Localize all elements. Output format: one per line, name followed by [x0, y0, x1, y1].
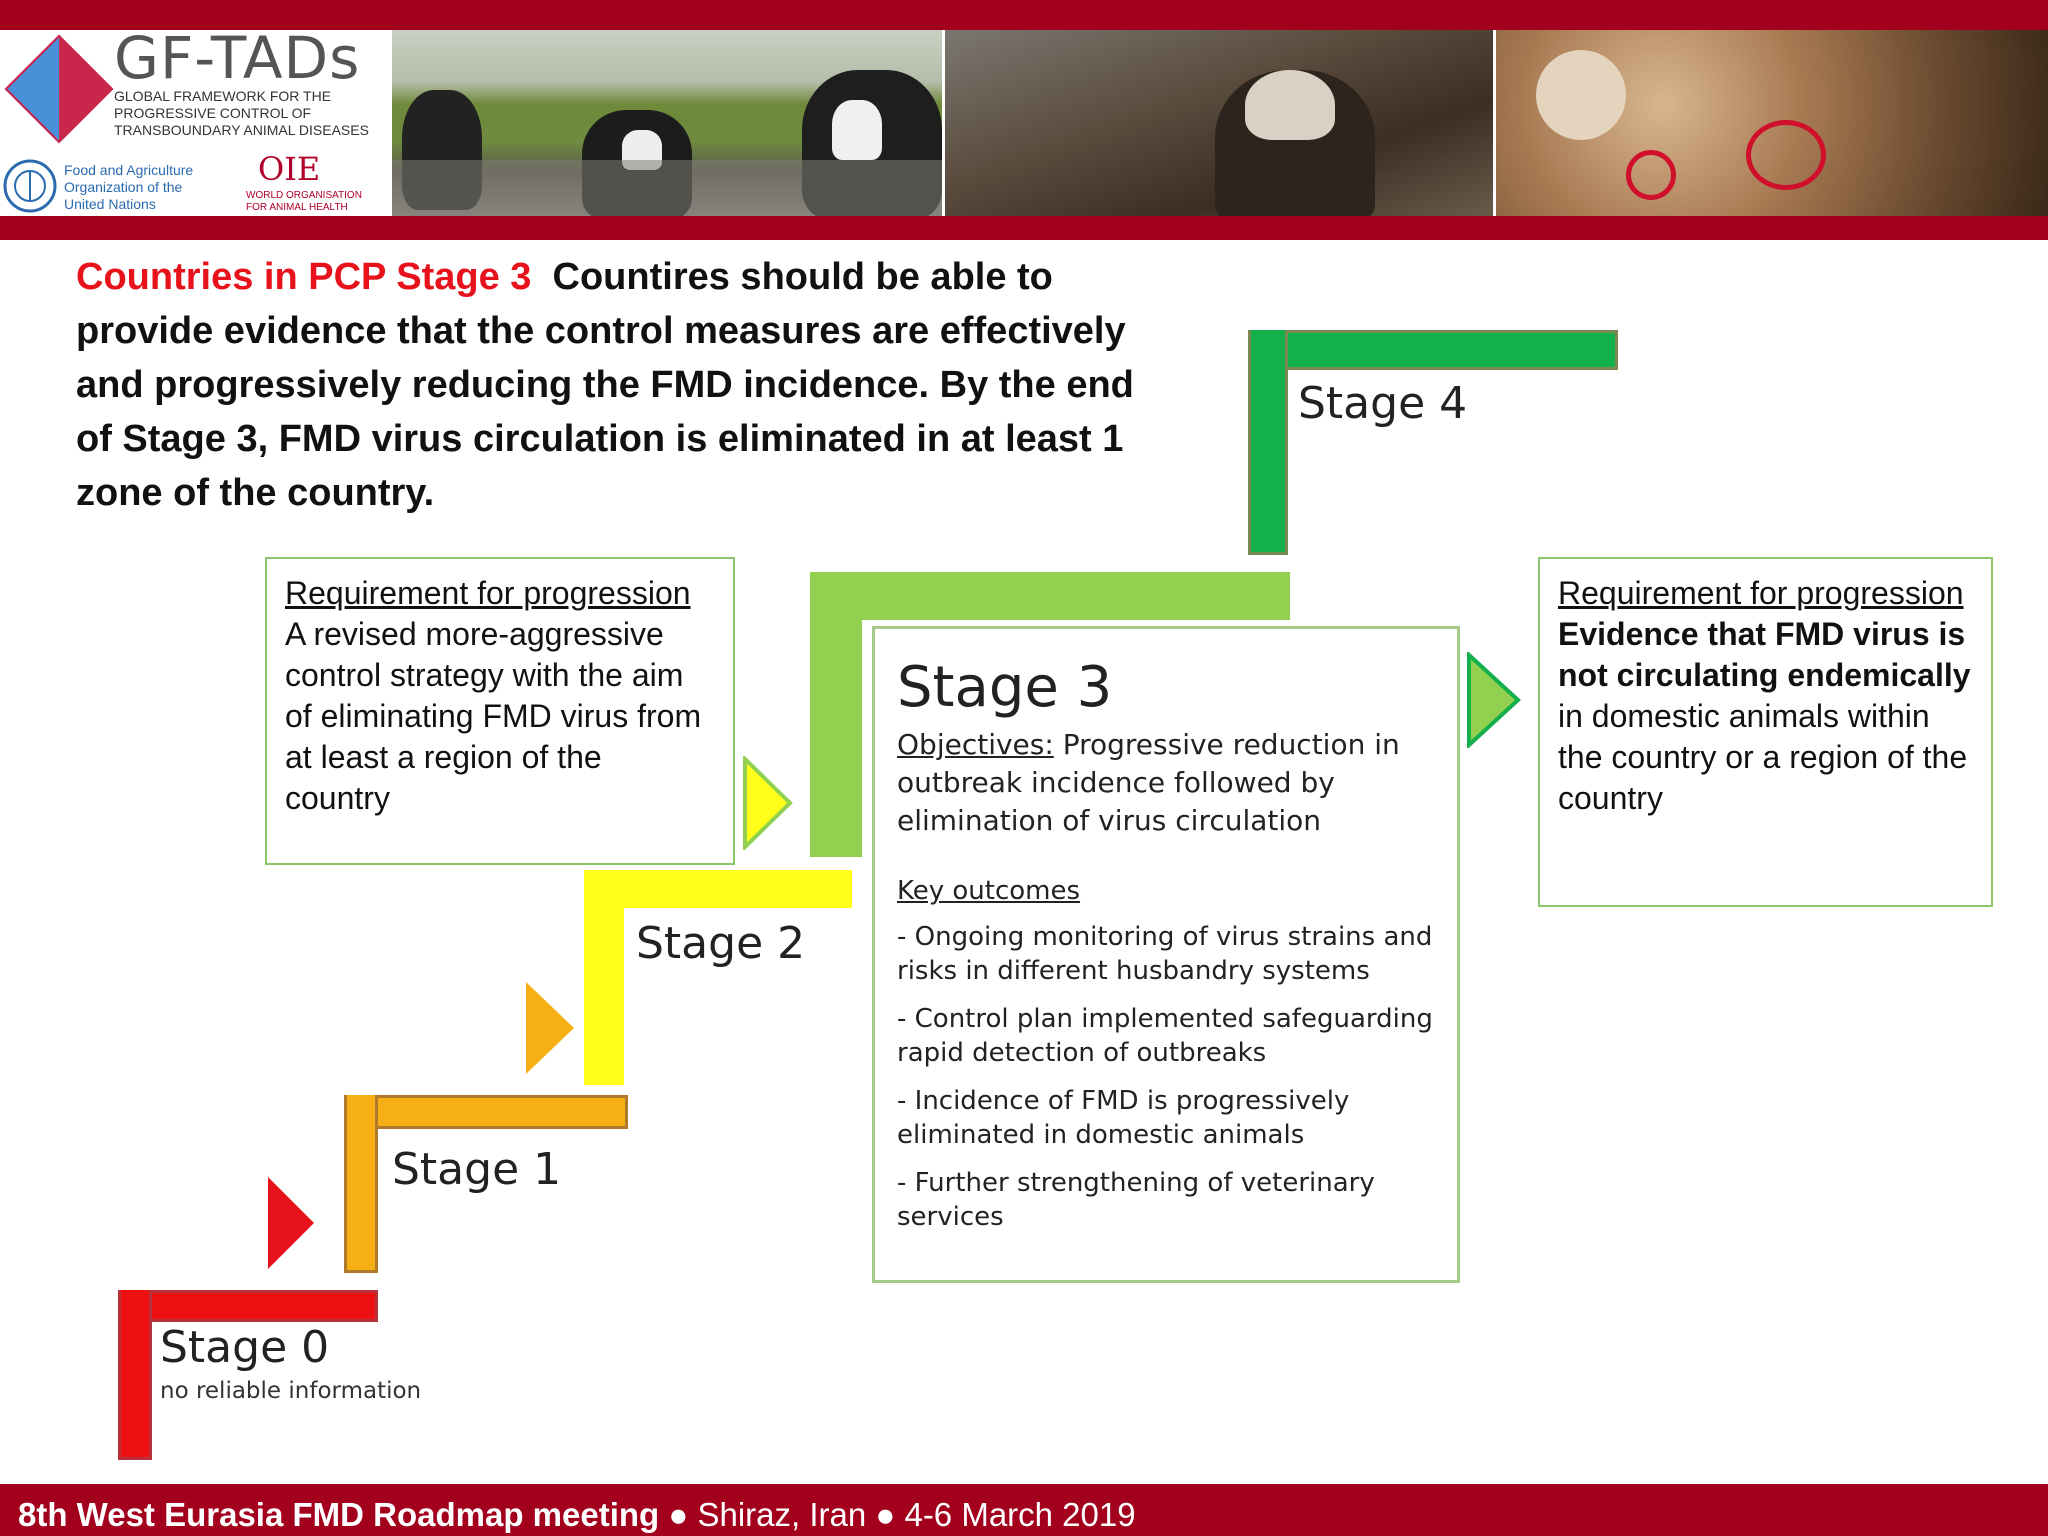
req-left-heading: Requirement for progression	[285, 575, 691, 611]
stage1-corner	[347, 1098, 375, 1126]
arrow-2-to-3-icon	[742, 756, 794, 850]
gftads-title: GF-TADs	[114, 24, 361, 92]
slide-title	[76, 250, 1146, 520]
photo-sheep-crowd	[1496, 30, 2048, 216]
outcome-item: - Further strengthening of veterinary services	[897, 1168, 1375, 1232]
requirement-box-left	[265, 557, 735, 865]
stage2-top-bar	[584, 870, 852, 908]
objectives-text: Progressive reduction in outbreak incidence followed by elimination of virus circulation	[897, 728, 1400, 837]
key-outcomes-heading: Key outcomes	[897, 876, 1081, 906]
outcome-item: - Control plan implemented safeguarding rapid detection of outbreaks	[897, 1004, 1433, 1068]
req-right-bold: Evidence that FMD virus is not circulating endemically	[1558, 616, 1971, 693]
gftads-diamond-icon	[4, 34, 114, 144]
stage0-top-bar	[118, 1290, 378, 1322]
arrow-0-to-1-icon	[268, 1177, 314, 1269]
req-left-text: A revised more-aggressive control strategy with the aim of eliminating FMD virus from at least a region of the country	[285, 616, 702, 816]
oie-name: WORLD ORGANISATION FOR ANIMAL HEALTH	[246, 190, 362, 213]
stage1-label: Stage 1	[392, 1144, 562, 1195]
stage4-label: Stage 4	[1298, 378, 1468, 429]
stage0-label: Stage 0	[160, 1322, 330, 1373]
stage1-top-bar	[344, 1095, 628, 1129]
oie-logo: OIE	[258, 150, 321, 188]
stage2-side-bar	[584, 870, 624, 1085]
objectives-label: Objectives:	[897, 728, 1054, 761]
stage3-box	[872, 626, 1460, 1283]
photo-herder-sheep	[945, 30, 1493, 216]
fao-name: Food and Agriculture Organization of the United Nations	[64, 162, 194, 212]
title-highlight: Countries in PCP Stage 3	[76, 256, 532, 298]
stage3-top-bar	[810, 572, 1290, 620]
stage3-side-bar	[810, 572, 862, 857]
footer-event: 8th West Eurasia FMD Roadmap meeting	[18, 1496, 660, 1533]
header-bottom-bar	[0, 216, 2048, 240]
stage4-top-bar	[1248, 330, 1618, 370]
footer-text	[18, 1496, 1136, 1534]
stage0-corner	[121, 1293, 149, 1319]
stage3-objectives	[897, 726, 1435, 840]
title-text: Countires should be able to provide evidence that the control measures are effectively and progressively reducing the FMD incidence. By the end of Stage 3, FMD virus circulation is eliminated in at least 1 zone of the country.	[76, 256, 1134, 514]
stage2-label: Stage 2	[636, 918, 806, 969]
req-right-heading: Requirement for progression	[1558, 575, 1964, 611]
gftads-subtitle: GLOBAL FRAMEWORK FOR THE PROGRESSIVE CONTROL OF TRANSBOUNDARY ANIMAL DISEASES	[114, 88, 369, 138]
requirement-box-right	[1538, 557, 1993, 907]
req-right-text: in domestic animals within the country or a region of the country	[1558, 698, 1968, 816]
arrow-3-to-4-icon	[1466, 652, 1522, 748]
stage0-sublabel: no reliable information	[160, 1378, 422, 1404]
stage4-corner	[1251, 334, 1285, 368]
fao-logo-icon	[2, 158, 58, 214]
stage3-title: Stage 3	[897, 655, 1113, 720]
photo-cattle	[392, 30, 942, 216]
arrow-1-to-2-icon	[526, 982, 574, 1074]
footer-details: ● Shiraz, Iran ● 4-6 March 2019	[659, 1496, 1136, 1533]
outcome-item: - Incidence of FMD is progressively eliminated in domestic animals	[897, 1086, 1350, 1150]
outcome-item: - Ongoing monitoring of virus strains and risks in different husbandry systems	[897, 922, 1433, 986]
